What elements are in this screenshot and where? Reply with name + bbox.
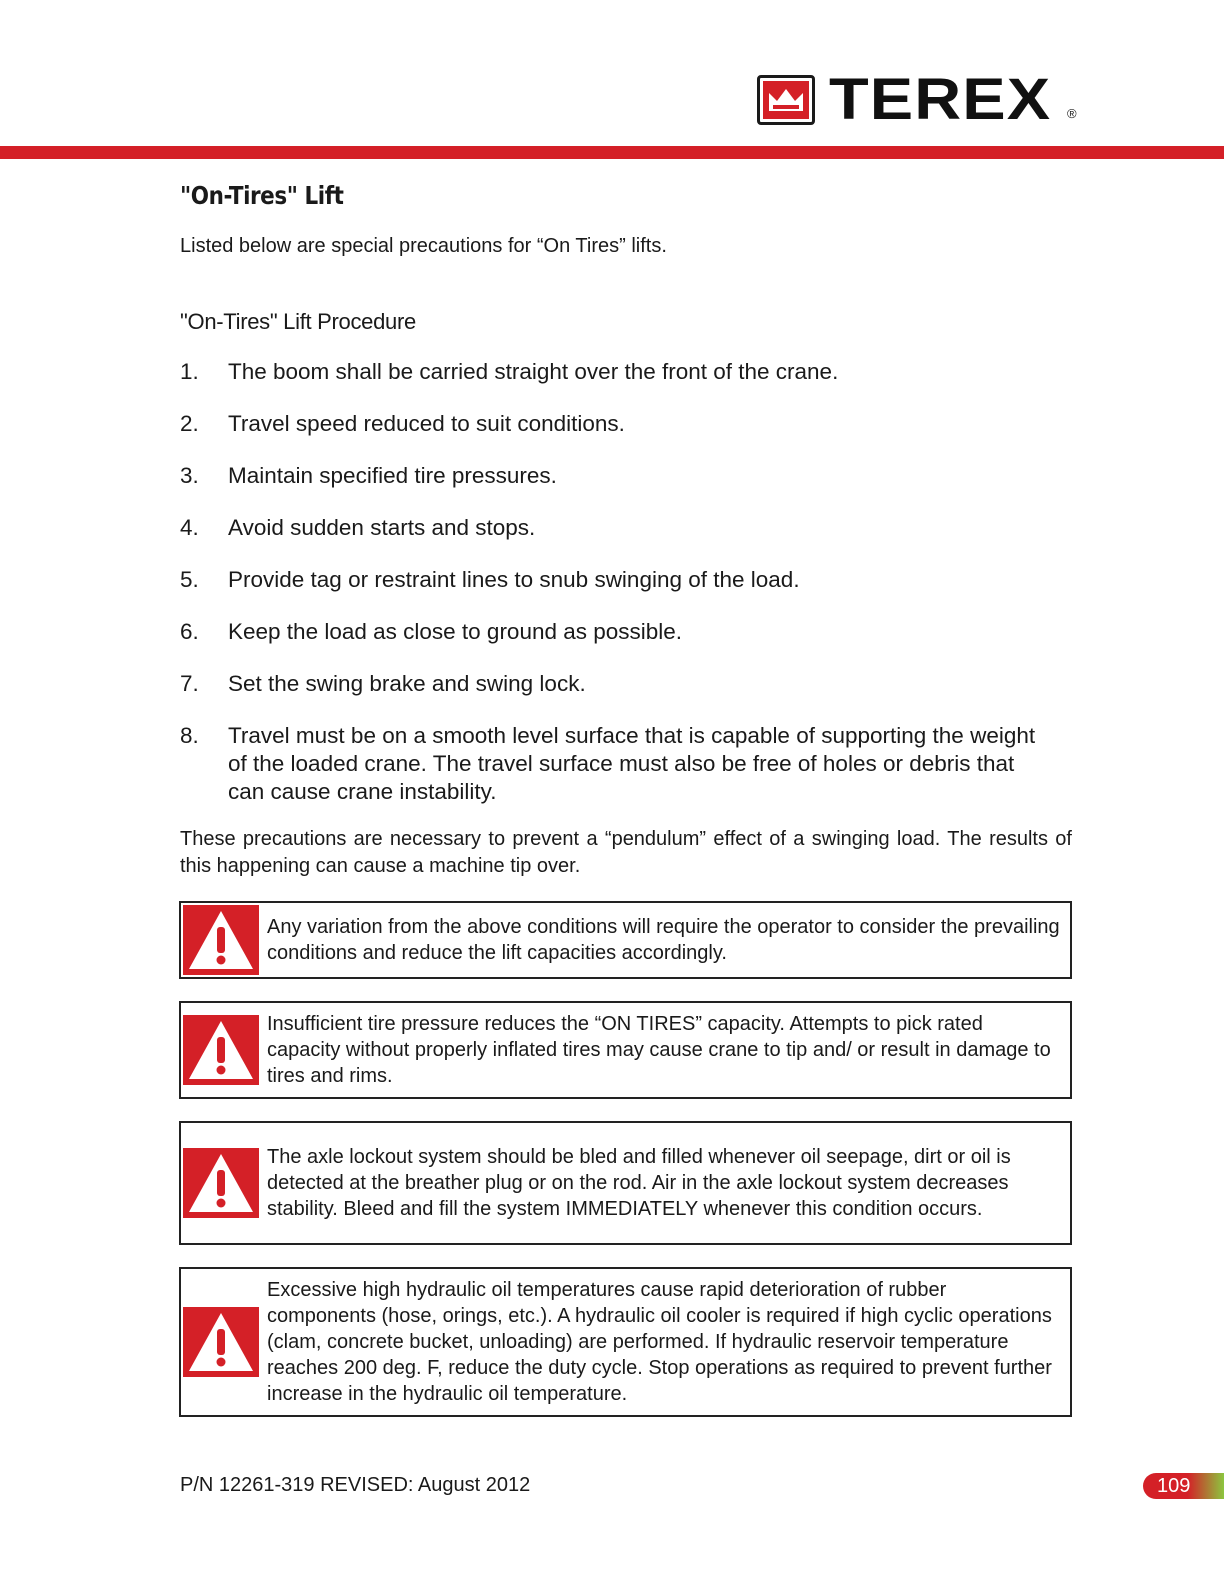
item-text: Provide tag or restraint lines to snub swinging of the load.: [228, 567, 800, 592]
item-text: Keep the load as close to ground as possible.: [228, 619, 683, 644]
warning-icon: [181, 1015, 261, 1085]
part-number-footer: P/N 12261-319 REVISED: August 2012: [180, 1474, 531, 1496]
header-divider: [0, 146, 1224, 159]
warning-text: Insufficient tire pressure reduces the “ON TIRES” capacity. Attempts to pick rated capacity without properly inflated tires may cause crane to tip and/ or result in damage to tires and rims.: [267, 1013, 1051, 1087]
warning-box: [179, 1121, 1072, 1245]
procedure-list: [180, 358, 1080, 830]
list-item: [180, 566, 1080, 594]
warning-box: [179, 1001, 1072, 1099]
item-number: 7.: [180, 671, 199, 696]
registered-mark: ®: [1067, 106, 1077, 121]
list-item: [180, 618, 1080, 646]
warning-box: [179, 1267, 1072, 1417]
page-title: "On-Tires" Lift: [180, 181, 344, 210]
warning-icon: [181, 905, 261, 975]
item-text: Avoid sudden starts and stops.: [228, 515, 536, 540]
item-number: 2.: [180, 411, 199, 436]
item-text: Travel speed reduced to suit conditions.: [228, 411, 625, 436]
item-number: 1.: [180, 359, 199, 384]
item-number: 6.: [180, 619, 199, 644]
item-number: 5.: [180, 567, 199, 592]
item-number: 3.: [180, 463, 199, 488]
list-item: [180, 358, 1080, 386]
list-item: [180, 462, 1080, 490]
item-text: Travel must be on a smooth level surface that is capable of supporting the weight of the loaded crane. The travel surface must also be free of holes or debris that can cause crane instability.: [228, 723, 1036, 804]
list-item: [180, 722, 1080, 806]
warning-icon: [181, 1148, 261, 1218]
list-item: [180, 410, 1080, 438]
item-number: 4.: [180, 515, 199, 540]
crown-logo-icon: [757, 75, 815, 125]
list-item: [180, 514, 1080, 542]
warning-text: The axle lockout system should be bled and filled whenever oil seepage, dirt or oil is detected at the breather plug or on the rod. Air in the axle lockout system decreases stability. Bleed and fill the system IMMEDIATELY whenever this condition occurs.: [267, 1146, 1011, 1220]
terex-logo: [757, 67, 1077, 132]
warning-text: Any variation from the above conditions will require the operator to consider the prevailing conditions and reduce the lift capacities accordingly.: [267, 916, 1060, 964]
intro-text: Listed below are special precautions for “On Tires” lifts.: [180, 235, 667, 257]
warning-box: [179, 901, 1072, 979]
item-text: Set the swing brake and swing lock.: [228, 671, 586, 696]
precaution-note: These precautions are necessary to prevent a “pendulum” effect of a swinging load. The results of this happening can cause a machine tip over.: [180, 828, 1072, 877]
warning-icon: [181, 1307, 261, 1377]
item-text: The boom shall be carried straight over the front of the crane.: [228, 359, 839, 384]
warning-text: Excessive high hydraulic oil temperatures cause rapid deterioration of rubber components (hose, orings, etc.). A hydraulic oil cooler is required if high cyclic operations (clam, concrete bucket, unloading) are performed. If hydraulic reservoir temperature reaches 200 deg. F, reduce the duty cycle. Stop operations as required to prevent further increase in the hydraulic oil temperature.: [267, 1279, 1052, 1405]
page-number-badge: 109: [1143, 1473, 1224, 1499]
procedure-title: "On-Tires" Lift Procedure: [180, 309, 416, 334]
brand-name: TEREX: [829, 67, 1052, 132]
item-number: 8.: [180, 723, 199, 748]
list-item: [180, 670, 1080, 698]
item-text: Maintain specified tire pressures.: [228, 463, 557, 488]
